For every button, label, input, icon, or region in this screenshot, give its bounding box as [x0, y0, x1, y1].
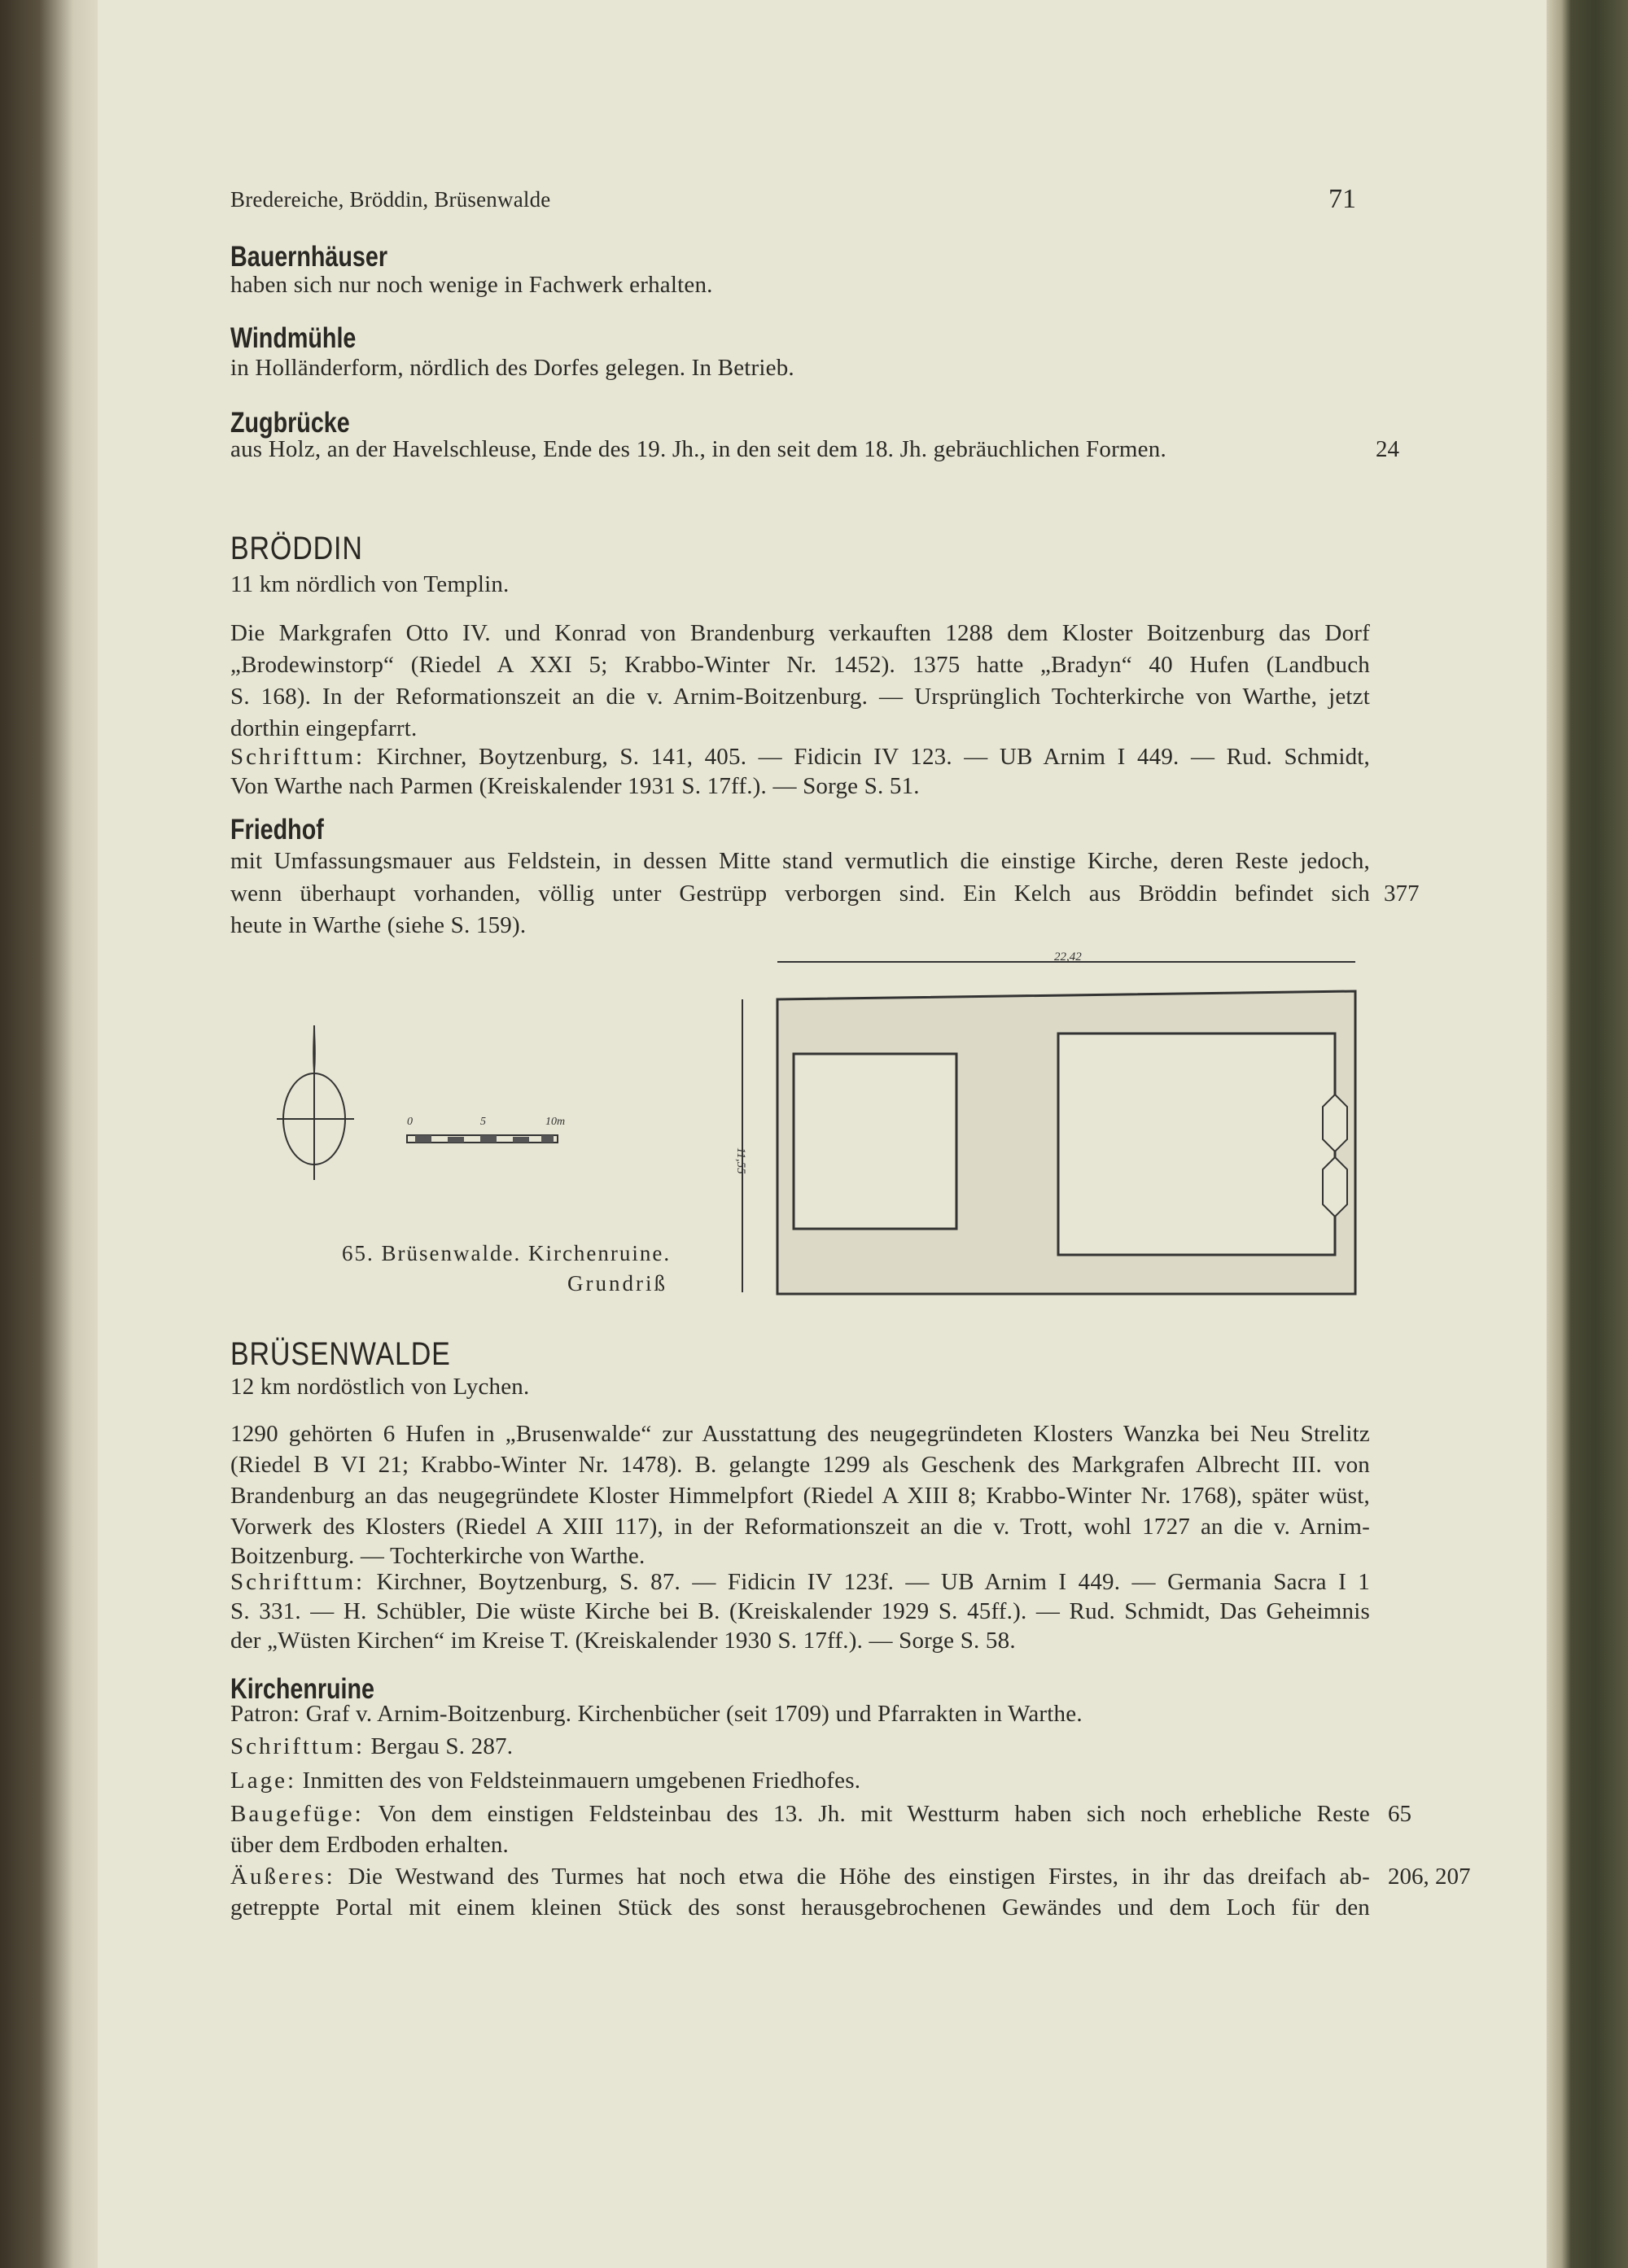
heading-bauernhaeuser: Bauernhäuser — [230, 241, 388, 273]
history-line: (Riedel B VI 21; Krabbo-Winter Nr. 1478). B. gelangte 1299 als Geschenk des Markgrafen Albrecht III. von — [230, 1452, 1370, 1478]
location-bruesenwalde: 12 km nordöstlich von Lychen. — [230, 1374, 530, 1400]
history-line: Vorwerk des Klosters (Riedel A XIII 117), in der Reformationszeit an die v. Trott, wohl 1727 an die v. Arnim- — [230, 1514, 1370, 1540]
baugefuege-line — [230, 1801, 1370, 1828]
literature-line — [230, 744, 1370, 771]
literature-label: Schrifttum: — [230, 1733, 365, 1759]
figure-caption: 65. Brüsenwalde. Kirchenruine. — [342, 1241, 672, 1265]
lage-label: Lage: — [230, 1768, 297, 1794]
margin-ref: 24 — [1376, 436, 1399, 462]
baugefuege-label: Baugefüge: — [230, 1801, 364, 1827]
book-spine-edge — [0, 0, 98, 2268]
aeusseres-line: getreppte Portal mit einem kleinen Stück des sonst herausgebrochenen Gewändes und dem Loch für den — [230, 1894, 1370, 1921]
baugefuege-text: Von dem einstigen Feldsteinbau des 13. Jh. mit Westturm haben sich noch erhebliche Reste — [363, 1801, 1370, 1827]
literature-line: der „Wüsten Kirchen“ im Kreise T. (Kreiskalender 1930 S. 17ff.). — Sorge S. 58. — [230, 1628, 1016, 1654]
friedhof-line: wenn überhaupt vorhanden, völlig unter Gestrüpp verborgen sind. Ein Kelch aus Bröddin befindet sich — [230, 881, 1370, 907]
north-arrow-icon — [277, 1025, 354, 1180]
place-heading-bruesenwalde: BRÜSENWALDE — [230, 1336, 451, 1372]
location-broeddin: 11 km nördlich von Templin. — [230, 571, 510, 597]
running-title: Bredereiche, Bröddin, Brüsenwalde — [230, 187, 551, 212]
scale-bar — [407, 1116, 565, 1143]
figure-caption: Grundriß — [567, 1271, 667, 1296]
literature-label: Schrifttum: — [230, 1569, 365, 1595]
literature-label: Schrifttum: — [230, 744, 365, 770]
literature-text: Bergau S. 287. — [365, 1733, 514, 1759]
book-cover-edge — [1547, 0, 1628, 2268]
text-zugbruecke: aus Holz, an der Havelschleuse, Ende des 19. Jh., in den seit dem 18. Jh. gebräuchlichen Formen. — [230, 436, 1166, 462]
text-windmuehle: in Holländerform, nördlich des Dorfes gelegen. In Betrieb. — [230, 355, 794, 381]
margin-ref: 206, 207 — [1388, 1864, 1471, 1890]
place-heading-broeddin: BRÖDDIN — [230, 531, 363, 566]
heading-kirchenruine: Kirchenruine — [230, 1673, 375, 1705]
text-bauernhaeuser: haben sich nur noch wenige in Fachwerk erhalten. — [230, 272, 713, 298]
margin-ref: 65 — [1388, 1801, 1411, 1827]
history-line: S. 168). In der Reformationszeit an die v. Arnim-Boitzenburg. — Ursprünglich Tochterkirche von Warthe, jetzt — [230, 684, 1370, 710]
patron-line: Patron: Graf v. Arnim-Boitzenburg. Kirchenbücher (seit 1709) und Pfarrakten in Warthe. — [230, 1701, 1083, 1727]
literature-line: S. 331. — H. Schübler, Die wüste Kirche bei B. (Kreiskalender 1929 S. 45ff.). — Rud. Schmidt, Das Geheimnis — [230, 1598, 1370, 1624]
literature-text: Kirchner, Boytzenburg, S. 87. — Fidicin IV 123f. — UB Arnim I 449. — Germania Sacra I 1 — [365, 1569, 1370, 1595]
history-line: 1290 gehörten 6 Hufen in „Brusenwalde“ zur Ausstattung des neugegründeten Klosters Wanzka bei Neu Strelitz — [230, 1421, 1370, 1447]
friedhof-line: heute in Warthe (siehe S. 159). — [230, 912, 527, 938]
heading-zugbruecke: Zugbrücke — [230, 407, 350, 439]
history-line: Brandenburg an das neugegründete Kloster Himmelpfort (Riedel A XIII 8; Krabbo-Winter Nr. 1768), später wüst, — [230, 1483, 1370, 1509]
margin-ref: 377 — [1384, 881, 1420, 907]
lage-line — [230, 1768, 860, 1794]
history-line: Boitzenburg. — Tochterkirche von Warthe. — [230, 1543, 646, 1569]
church-plan — [734, 950, 1355, 1294]
history-line: Die Markgrafen Otto IV. und Konrad von Brandenburg verkauften 1288 dem Kloster Boitzenburg das Dorf — [230, 620, 1370, 646]
literature-line: Von Warthe nach Parmen (Kreiskalender 1931 S. 17ff.). — Sorge S. 51. — [230, 773, 920, 799]
heading-windmuehle: Windmühle — [230, 322, 357, 354]
literature-line — [230, 1569, 1370, 1596]
scale-label: 5 — [480, 1116, 486, 1128]
history-line: „Brodewinstorp“ (Riedel A XXI 5; Krabbo-Winter Nr. 1452). 1375 hatte „Bradyn“ 40 Hufen (Landbuch — [230, 652, 1370, 678]
dimension-height: 11,55 — [734, 1147, 747, 1174]
literature-line — [230, 1733, 513, 1760]
aeusseres-text: Die Westwand des Turmes hat noch etwa die Höhe des einstigen Firstes, in ihr das dreifach ab- — [335, 1864, 1370, 1890]
scale-label: 0 — [407, 1116, 413, 1128]
page-number: 71 — [1328, 184, 1356, 214]
lage-text: Inmitten des von Feldsteinmauern umgebenen Friedhofes. — [296, 1768, 861, 1794]
literature-text: Kirchner, Boytzenburg, S. 141, 405. — Fidicin IV 123. — UB Arnim I 449. — Rud. Schmidt, — [365, 744, 1370, 770]
aeusseres-label: Äußeres: — [230, 1864, 335, 1890]
heading-friedhof: Friedhof — [230, 814, 324, 846]
dimension-width: 22,42 — [1054, 950, 1082, 964]
history-line: dorthin eingepfarrt. — [230, 715, 418, 741]
scale-label: 10m — [545, 1116, 566, 1128]
friedhof-line: mit Umfassungsmauer aus Feldstein, in dessen Mitte stand vermutlich die einstige Kirche, deren Reste jedoch, — [230, 848, 1370, 874]
baugefuege-line: über dem Erdboden erhalten. — [230, 1832, 509, 1858]
aeusseres-line — [230, 1864, 1370, 1890]
